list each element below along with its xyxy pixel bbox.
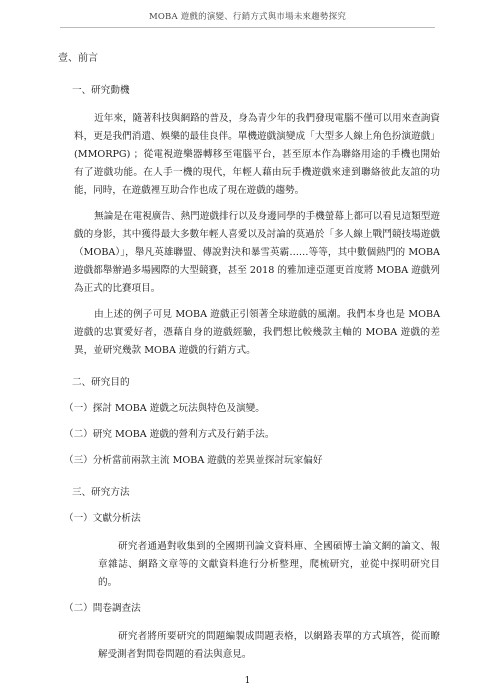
objective-item-2: （二）研究 MOBA 遊戲的營利方式及行銷手法。 bbox=[64, 429, 275, 440]
motivation-paragraph-3: 由上述的例子可見 MOBA 遊戲正引領著全球遊戲的風潮。我們本身也是 MOBA 遊戲的忠實愛好者，憑藉自身的遊戲經驗，我們想比較幾款主軸的 MOBA 遊戲的差異，並研究幾款 MOBA 遊戲的行銷方式。 bbox=[74, 309, 440, 356]
section-heading-methods: 三、研究方法 bbox=[72, 487, 130, 498]
method-heading-survey: （二）問卷調查法 bbox=[64, 603, 141, 614]
method-text-literature: 研究者通過對收集到的全國期刊論文資料庫、全國碩博士論文網的論文、報章雜誌、網路文章等的文獻資料進行分析整理，爬梳研究，並從中探明研究目的。 bbox=[98, 541, 440, 588]
method-text-survey: 研究者將所要研究的問題編製成問題表格，以網路表單的方式填答，從而瞭解受測者對問卷問題的看法與意見。 bbox=[98, 631, 440, 660]
objective-item-3: （三）分析當前兩款主流 MOBA 遊戲的差異並探討玩家偏好 bbox=[64, 455, 323, 466]
running-header: MOBA 遊戲的演變、行銷方式與市場未來趨勢探究 bbox=[148, 12, 347, 22]
motivation-paragraph-2: 無論是在電視廣告、熱門遊戲排行以及身邊同學的手機螢幕上都可以看見這類型遊戲的身影，其中獲得最大多數年輕人喜愛以及討論的莫過於「多人線上戰鬥競技場遊戲（MOBA）」，舉凡英雄聯盟、傳說對決和暴雪英霸……等等，其中數個熱門的 MOBA 遊戲都舉辦過多場國際的大型競賽，甚至 2018 的雅加達亞運更首度將 MOBA 遊戲列為正式的比賽項目。 bbox=[74, 211, 440, 294]
section-heading-motivation: 一、研究動機 bbox=[72, 85, 130, 96]
section-heading-objectives: 二、研究目的 bbox=[72, 377, 130, 388]
method-heading-literature: （一）文獻分析法 bbox=[64, 513, 141, 524]
document-body bbox=[58, 50, 440, 664]
page-number: 1 bbox=[244, 676, 251, 686]
motivation-paragraph-1: 近年來，隨著科技與網路的普及，身為青少年的我們發現電腦不僅可以用來查詢資料，更是我們消遣、娛樂的最佳良伴。單機遊戲演變成「大型多人線上角色扮演遊戲」(MMORPG) ；從電視遊樂器轉移至電腦平台，甚至原本作為聯絡用途的手機也開始有了遊戲功能。在人手一機的現代，年輕人藉由玩手機遊戲來達到聯絡彼此友誼的功能，同時，在遊戲裡互助合作也成了現在遊戲的趨勢。 bbox=[74, 113, 440, 196]
objective-item-1: （一）探討 MOBA 遊戲之玩法與特色及演變。 bbox=[64, 403, 265, 414]
header-divider bbox=[60, 27, 435, 28]
chapter-title: 壹、前言 bbox=[58, 53, 98, 64]
